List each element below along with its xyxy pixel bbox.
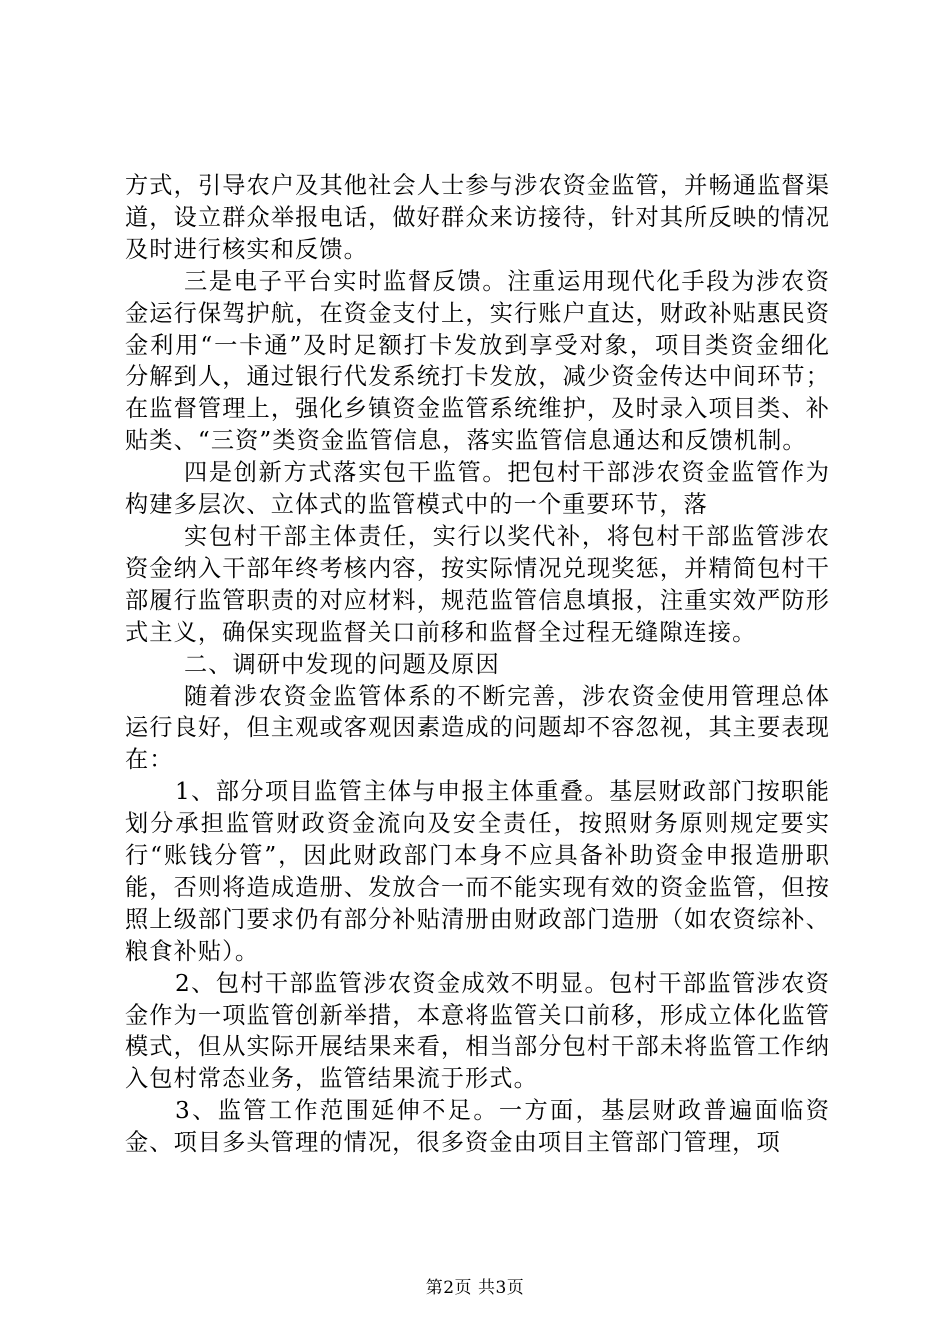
paragraph-2: 三是电子平台实时监督反馈。注重运用现代化手段为涉农资金运行保驾护航，在资金支付上，实行账户直达，财政补贴惠民资金利用“一卡通”及时足额打卡发放到享受对象，项目类资金细化分解到人，通过银行代发系统打卡发放，减少资金传达中间环节；在监督管理上，强化乡镇资金监管系统维护，及时录入项目类、补贴类、“三资”类资金监管信息，落实监管信息通达和反馈机制。 xyxy=(125,267,830,455)
paragraph-7: 2、包村干部监管涉农资金成效不明显。包村干部监管涉农资金作为一项监管创新举措，本意将监管关口前移，形成立体化监管模式，但从实际开展结果来看，相当部分包村干部未将监管工作纳入包村常态业务，监管结果流于形式。 xyxy=(125,969,830,1093)
paragraph-4: 实包村干部主体责任，实行以奖代补，将包村干部监管涉农资金纳入干部年终考核内容，按实际情况兑现奖惩，并精简包村干部履行监管职责的对应材料，规范监管信息填报，注重实效严防形式主义，确保实现监督关口前移和监督全过程无缝隙连接。 xyxy=(125,522,830,646)
paragraph-5: 随着涉农资金监管体系的不断完善，涉农资金使用管理总体运行良好，但主观或客观因素造成的问题却不容忽视，其主要表现在： xyxy=(125,682,830,774)
paragraph-1: 方式，引导农户及其他社会人士参与涉农资金监管，并畅通监督渠道，设立群众举报电话，做好群众来访接待，针对其所反映的情况及时进行核实和反馈。 xyxy=(125,172,830,263)
paragraph-6: 1、部分项目监管主体与申报主体重叠。基层财政部门按职能划分承担监管财政资金流向及安全责任，按照财务原则规定要实行“账钱分管”，因此财政部门本身不应具备补助资金申报造册职能，否则将造成造册、发放合一而不能实现有效的资金监管，但按照上级部门要求仍有部分补贴清册由财政部门造册（如农资综补、粮食补贴）。 xyxy=(125,778,830,965)
page-footer: 第2页 共3页 xyxy=(425,1278,525,1298)
section-heading: 二、调研中发现的问题及原因 xyxy=(184,650,500,678)
document-body xyxy=(125,170,830,1159)
paragraph-3: 四是创新方式落实包干监管。把包村干部涉农资金监管作为构建多层次、立体式的监管模式中的一个重要环节，落 xyxy=(125,459,830,519)
paragraph-8: 3、监管工作范围延伸不足。一方面，基层财政普遍面临资金、项目多头管理的情况，很多资金由项目主管部门管理，项 xyxy=(125,1097,830,1157)
